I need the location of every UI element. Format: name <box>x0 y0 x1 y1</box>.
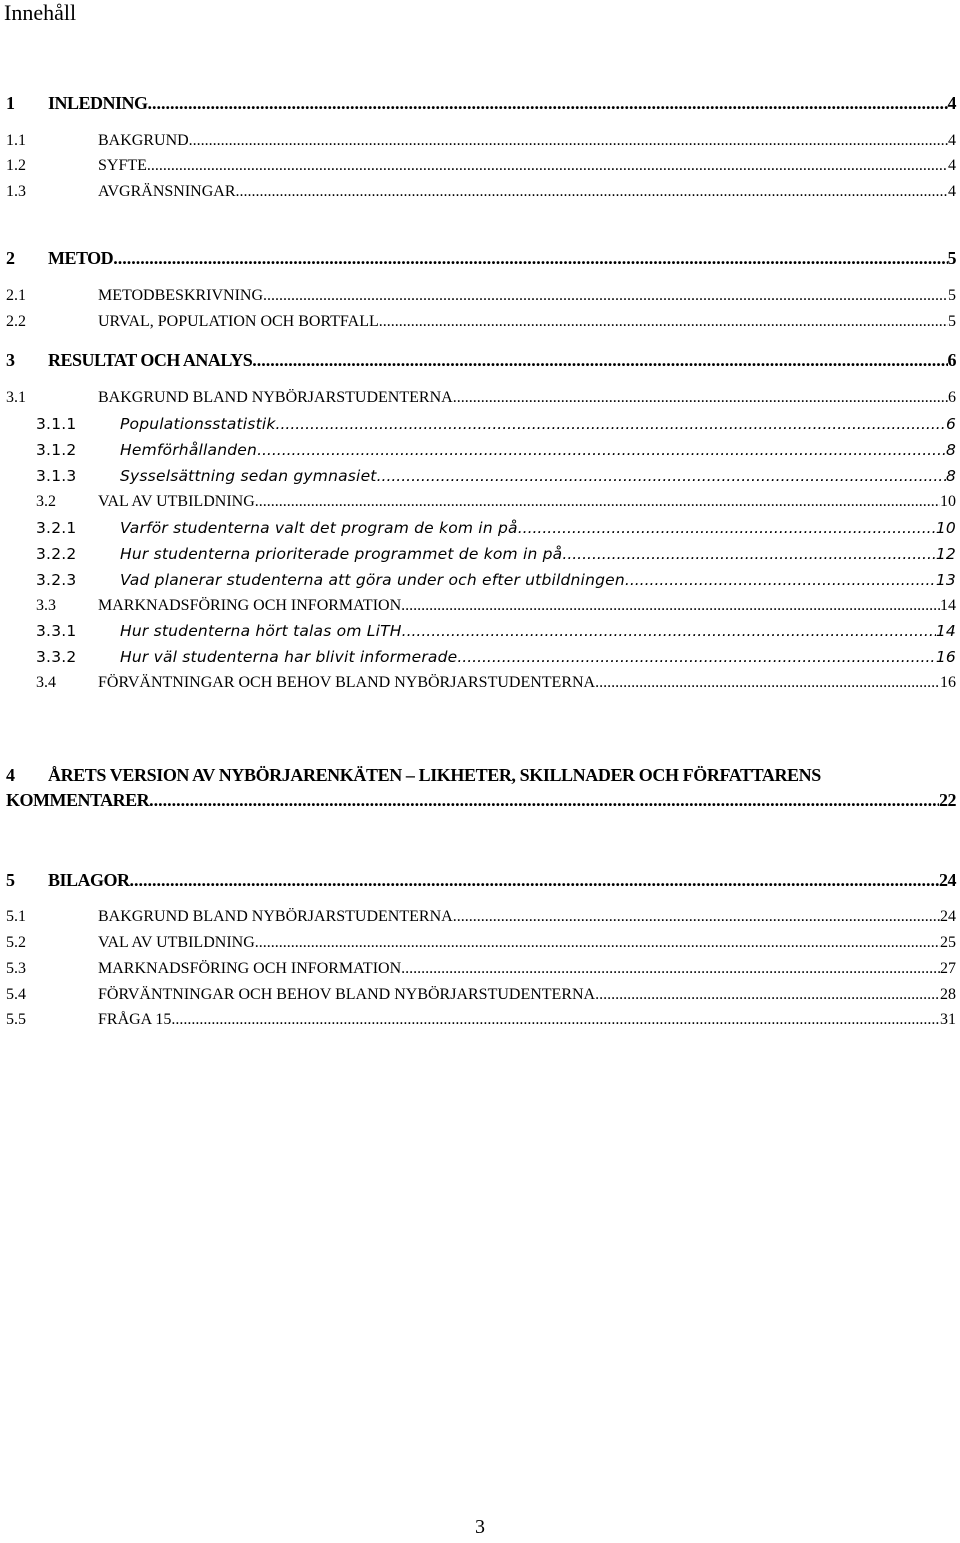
toc-entry-page: 22 <box>939 790 956 810</box>
toc-entry-5-5[interactable] <box>6 1011 956 1029</box>
toc-entry-title: BILAGOR <box>48 870 130 890</box>
toc-entry-number: 3.3 <box>36 597 56 614</box>
toc-dot-leader <box>518 519 936 537</box>
toc-entry-4-line1[interactable] <box>6 765 946 786</box>
toc-dot-leader <box>401 960 940 978</box>
toc-entry-number: 4 <box>6 765 15 785</box>
toc-entry-title: FÖRVÄNTNINGAR OCH BEHOV BLAND NYBÖRJARSTUDENTERNA <box>98 986 596 1003</box>
toc-dot-leader <box>401 597 940 615</box>
toc-entry-3-1-1[interactable] <box>6 415 956 433</box>
toc-entry-title: Varför studenterna valt det program de kom in på <box>120 519 518 537</box>
toc-dot-leader <box>130 870 939 891</box>
toc-entry-title: Sysselsättning sedan gymnasiet <box>120 467 377 485</box>
toc-dot-leader <box>148 93 948 114</box>
toc-entry-page: 4 <box>948 183 956 200</box>
toc-entry-number: 3.1.3 <box>36 467 77 485</box>
toc-entry-page: 10 <box>940 493 956 510</box>
toc-entry-title: MARKNADSFÖRING OCH INFORMATION <box>98 597 402 614</box>
toc-entry-title: URVAL, POPULATION OCH BORTFALL <box>98 313 379 330</box>
toc-entry-3-2[interactable] <box>6 493 956 511</box>
toc-entry-1-1[interactable] <box>6 132 956 150</box>
toc-entry-title: METODBESKRIVNING <box>98 287 264 304</box>
toc-entry-page: 6 <box>947 350 956 370</box>
toc-entry-2[interactable] <box>6 248 956 269</box>
toc-dot-leader <box>236 183 949 201</box>
toc-entry-4-line2[interactable] <box>6 790 956 811</box>
toc-entry-title: Hur väl studenterna har blivit informerade <box>120 648 458 666</box>
toc-entry-1-2[interactable] <box>6 157 956 175</box>
toc-entry-number: 2 <box>6 248 15 268</box>
toc-entry-2-2[interactable] <box>6 313 956 331</box>
toc-entry-page: 5 <box>947 248 956 268</box>
toc-entry-3-1[interactable] <box>6 389 956 407</box>
toc-entry-page: 12 <box>935 545 956 563</box>
toc-entry-number: 3.1 <box>6 389 26 406</box>
toc-entry-page: 6 <box>948 389 956 406</box>
toc-entry-number: 1.2 <box>6 157 26 174</box>
toc-entry-5-1[interactable] <box>6 908 956 926</box>
toc-entry-title: METOD <box>48 248 114 268</box>
toc-entry-page: 28 <box>940 986 956 1003</box>
toc-dot-leader <box>255 493 940 511</box>
toc-entry-3-3-2[interactable] <box>6 648 956 666</box>
toc-entry-title: SYFTE <box>98 157 147 174</box>
toc-entry-page: 14 <box>935 622 956 640</box>
toc-dot-leader <box>453 908 940 926</box>
toc-dot-leader <box>149 790 939 811</box>
toc-entry-title: BAKGRUND BLAND NYBÖRJARSTUDENTERNA <box>98 389 453 406</box>
toc-entry-3-1-3[interactable] <box>6 467 956 485</box>
toc-dot-leader <box>255 934 940 952</box>
toc-entry-title: INLEDNING <box>48 93 148 113</box>
toc-entry-number: 1.3 <box>6 183 26 200</box>
toc-entry-number: 1 <box>6 93 15 113</box>
toc-dot-leader <box>257 441 946 459</box>
toc-entry-2-1[interactable] <box>6 287 956 305</box>
toc-dot-leader <box>263 287 948 305</box>
toc-entry-3-2-2[interactable] <box>6 545 956 563</box>
toc-entry-number: 5.4 <box>6 986 26 1003</box>
toc-entry-number: 3.1.1 <box>36 415 77 433</box>
toc-entry-title: Hur studenterna prioriterade programmet de kom in på <box>120 545 563 563</box>
toc-entry-page: 8 <box>945 467 956 485</box>
toc-entry-3-2-3[interactable] <box>6 571 956 589</box>
toc-entry-number: 5.2 <box>6 934 26 951</box>
toc-entry-page: 5 <box>948 313 956 330</box>
toc-entry-title: FÖRVÄNTNINGAR OCH BEHOV BLAND NYBÖRJARSTUDENTERNA <box>98 674 596 691</box>
toc-heading: Innehåll <box>4 0 77 25</box>
toc-entry-number: 3.1.2 <box>36 441 77 459</box>
toc-entry-number: 2.2 <box>6 313 26 330</box>
toc-dot-leader <box>147 157 948 175</box>
toc-entry-number: 5.5 <box>6 1011 26 1028</box>
toc-entry-page: 10 <box>935 519 956 537</box>
toc-entry-number: 3.2 <box>36 493 56 510</box>
toc-entry-3-3-1[interactable] <box>6 622 956 640</box>
toc-entry-3-4[interactable] <box>6 674 956 692</box>
toc-entry-page: 14 <box>940 597 956 614</box>
toc-entry-title: AVGRÄNSNINGAR <box>98 183 236 200</box>
toc-entry-page: 16 <box>935 648 956 666</box>
toc-entry-number: 1.1 <box>6 132 26 149</box>
toc-dot-leader <box>595 674 940 692</box>
toc-entry-number: 3 <box>6 350 15 370</box>
toc-entry-title: ÅRETS VERSION AV NYBÖRJARENKÄTEN – LIKHETER, SKILLNADER OCH FÖRFATTARENS <box>48 765 821 785</box>
toc-entry-title: BAKGRUND BLAND NYBÖRJARSTUDENTERNA <box>98 908 453 925</box>
toc-entry-number: 3.2.2 <box>36 545 77 563</box>
toc-dot-leader <box>276 415 946 433</box>
toc-dot-leader <box>379 313 948 331</box>
toc-entry-page: 13 <box>935 571 956 589</box>
toc-dot-leader <box>595 986 940 1004</box>
toc-entry-page: 25 <box>940 934 956 951</box>
toc-entry-title: VAL AV UTBILDNING <box>98 934 255 951</box>
toc-entry-number: 5 <box>6 870 15 890</box>
toc-entry-page: 6 <box>945 415 956 433</box>
toc-entry-3[interactable] <box>6 350 956 371</box>
toc-entry-title: Hur studenterna hört talas om LiTH <box>120 622 402 640</box>
toc-entry-title: VAL AV UTBILDNING <box>98 493 255 510</box>
toc-dot-leader <box>562 545 935 563</box>
toc-dot-leader <box>189 132 948 150</box>
toc-entry-page: 8 <box>945 441 956 459</box>
toc-dot-leader <box>457 648 936 666</box>
toc-dot-leader <box>377 467 946 485</box>
toc-entry-title: BAKGRUND <box>98 132 189 149</box>
toc-entry-number: 3.3.1 <box>36 622 77 640</box>
toc-entry-3-2-1[interactable] <box>6 519 956 537</box>
toc-dot-leader <box>252 350 947 371</box>
toc-dot-leader <box>453 389 948 407</box>
toc-entry-number: 3.2.3 <box>36 571 77 589</box>
toc-entry-3-3[interactable] <box>6 597 956 615</box>
toc-entry-5-2[interactable] <box>6 934 956 952</box>
toc-dot-leader <box>625 571 936 589</box>
toc-entry-5-4[interactable] <box>6 986 956 1004</box>
toc-entry-number: 3.4 <box>36 674 56 691</box>
toc-entry-number: 5.3 <box>6 960 26 977</box>
toc-entry-number: 3.2.1 <box>36 519 77 537</box>
toc-entry-page: 24 <box>939 870 956 890</box>
toc-entry-page: 4 <box>948 132 956 149</box>
page-number: 3 <box>475 1516 485 1538</box>
toc-entry-title: FRÅGA 15 <box>98 1011 172 1028</box>
toc-entry-page: 4 <box>948 157 956 174</box>
toc-entry-1-3[interactable] <box>6 183 956 201</box>
toc-entry-1[interactable] <box>6 93 956 114</box>
toc-entry-page: 4 <box>947 93 956 113</box>
toc-entry-page: 24 <box>940 908 956 925</box>
toc-dot-leader <box>402 622 936 640</box>
toc-entry-title: Vad planerar studenterna att göra under och efter utbildningen <box>120 571 625 589</box>
toc-entry-title: Populationsstatistik <box>120 415 276 433</box>
toc-entry-number: 2.1 <box>6 287 26 304</box>
toc-dot-leader <box>113 248 947 269</box>
toc-entry-number: 5.1 <box>6 908 26 925</box>
toc-entry-3-1-2[interactable] <box>6 441 956 459</box>
toc-entry-title: Hemförhållanden <box>120 441 258 459</box>
toc-entry-5-3[interactable] <box>6 960 956 978</box>
toc-entry-title: MARKNADSFÖRING OCH INFORMATION <box>98 960 402 977</box>
toc-entry-page: 31 <box>940 1011 956 1028</box>
toc-entry-page: 16 <box>940 674 956 691</box>
toc-entry-page: 27 <box>940 960 956 977</box>
toc-entry-page: 5 <box>948 287 956 304</box>
toc-entry-title-continued: KOMMENTARER <box>6 790 150 810</box>
toc-entry-number: 3.3.2 <box>36 648 77 666</box>
toc-entry-5[interactable] <box>6 870 956 891</box>
toc-entry-title: RESULTAT OCH ANALYS <box>48 350 253 370</box>
toc-dot-leader <box>171 1011 940 1029</box>
